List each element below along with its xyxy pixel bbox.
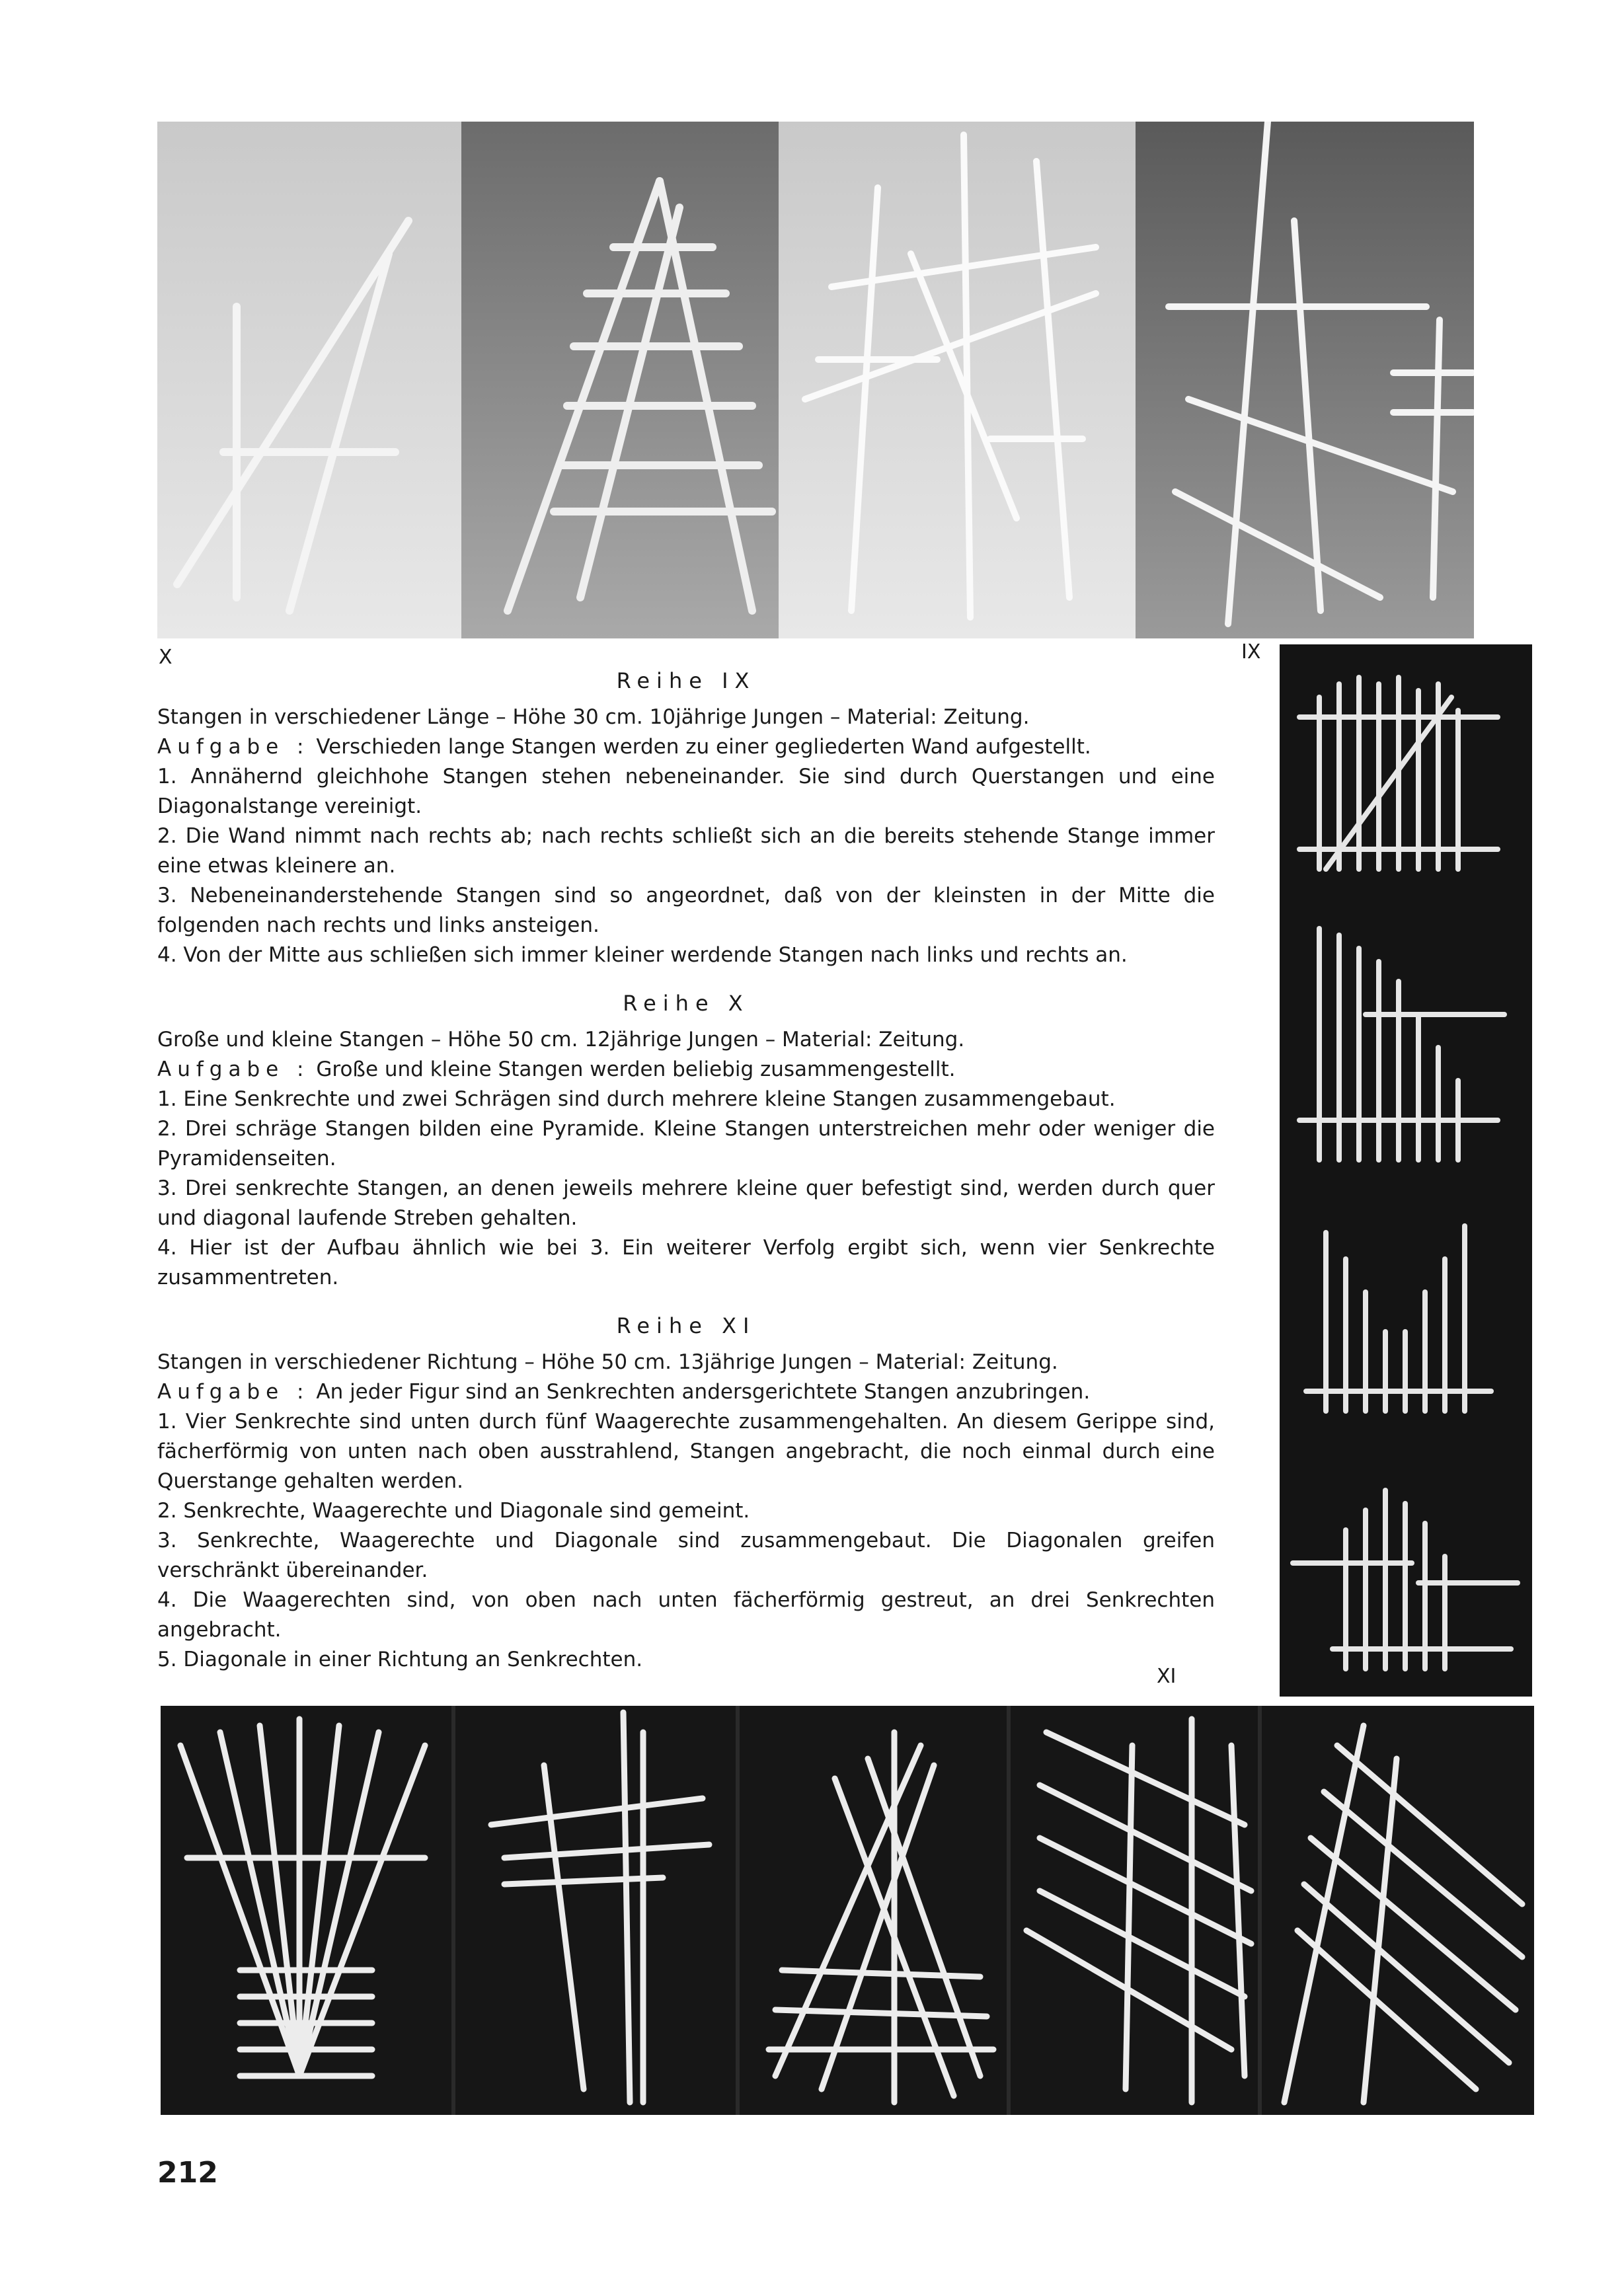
list-item: 2. Senkrechte, Waagerechte und Diagonale sind gemeint. [157, 1499, 750, 1523]
list-item: 1. Annähernd gleichhohe Stangen stehen nebeneinander. Sie sind durch Querstangen und eine Diagonalstange vereinigt. [157, 765, 1215, 818]
task-label: Aufgabe : [157, 735, 310, 759]
list-item: 4. Die Waagerechten sind, von oben nach unten fächerförmig gestreut, an drei Senkrechten angebracht. [157, 1588, 1215, 1642]
list-item: 1. Vier Senkrechte sind unten durch fünf Waagerechte zusammengehalten. An diesem Gerippe sind, fächerförmig von unten nach oben ausstrahlend, Stangen angebracht, die noch einmal durch eine Querstange gehalten werden. [157, 1410, 1215, 1493]
section-task [157, 1055, 1215, 1085]
list-item: 3. Senkrechte, Waagerechte und Diagonale sind zusammengebaut. Die Diagonalen greifen verschränkt übereinander. [157, 1529, 1215, 1582]
section-spec: Große und kleine Stangen – Höhe 50 cm. 12jährige Jungen – Material: Zeitung. [157, 1028, 965, 1052]
photo-label-xi: XI [1157, 1665, 1177, 1688]
section-heading-reihe-xi: Reihe XI [616, 1313, 756, 1338]
list-item: 4. Hier ist der Aufbau ähnlich wie bei 3. Ein weiterer Verfolg ergibt sich, wenn vier Senkrechte zusammentreten. [157, 1236, 1215, 1289]
photo-label-x: X [159, 646, 173, 669]
task-text: Große und kleine Stangen werden beliebig zusammengestellt. [316, 1057, 956, 1081]
section-heading-reihe-ix: Reihe IX [616, 668, 756, 693]
list-item: 4. Von der Mitte aus schließen sich immer kleiner werdende Stangen nach links und rechts an. [157, 943, 1128, 967]
list-item: 3. Nebeneinanderstehende Stangen sind so angeordnet, daß von der kleinsten in der Mitte die folgenden nach rechts und links ansteigen. [157, 884, 1215, 937]
task-text: Verschieden lange Stangen werden zu einer gegliederten Wand aufgestellt. [316, 735, 1091, 759]
section-task [157, 1377, 1215, 1407]
photo-strip-reihe-xi [161, 1706, 1534, 2115]
section-spec: Stangen in verschiedener Richtung – Höhe 50 cm. 13jährige Jungen – Material: Zeitung. [157, 1350, 1058, 1374]
task-label: Aufgabe : [157, 1380, 310, 1404]
task-label: Aufgabe : [157, 1057, 310, 1081]
list-item: 5. Diagonale in einer Richtung an Senkrechten. [157, 1648, 643, 1671]
section-task [157, 732, 1215, 762]
list-item: 1. Eine Senkrechte und zwei Schrägen sind durch mehrere kleine Stangen zusammengebaut. [157, 1087, 1116, 1111]
article-body [157, 666, 1215, 1675]
list-item: 2. Drei schräge Stangen bilden eine Pyramide. Kleine Stangen unterstreichen mehr oder weniger die Pyramidenseiten. [157, 1117, 1215, 1170]
task-text: An jeder Figur sind an Senkrechten andersgerichtete Stangen anzubringen. [316, 1380, 1091, 1404]
page-number: 212 [157, 2156, 218, 2190]
section-spec: Stangen in verschiedener Länge – Höhe 30 cm. 10jährige Jungen – Material: Zeitung. [157, 705, 1030, 729]
photo-label-ix: IX [1241, 640, 1261, 664]
section-heading-reihe-x: Reihe X [623, 991, 750, 1016]
list-item: 3. Drei senkrechte Stangen, an denen jeweils mehrere kleine quer befestigt sind, werden durch quer und diagonal laufende Streben gehalten. [157, 1176, 1215, 1230]
list-item: 2. Die Wand nimmt nach rechts ab; nach rechts schließt sich an die bereits stehende Stange immer eine etwas kleinere an. [157, 824, 1215, 878]
photo-column-reihe-ix [1280, 644, 1532, 1697]
photo-strip-reihe-x [157, 122, 1474, 638]
